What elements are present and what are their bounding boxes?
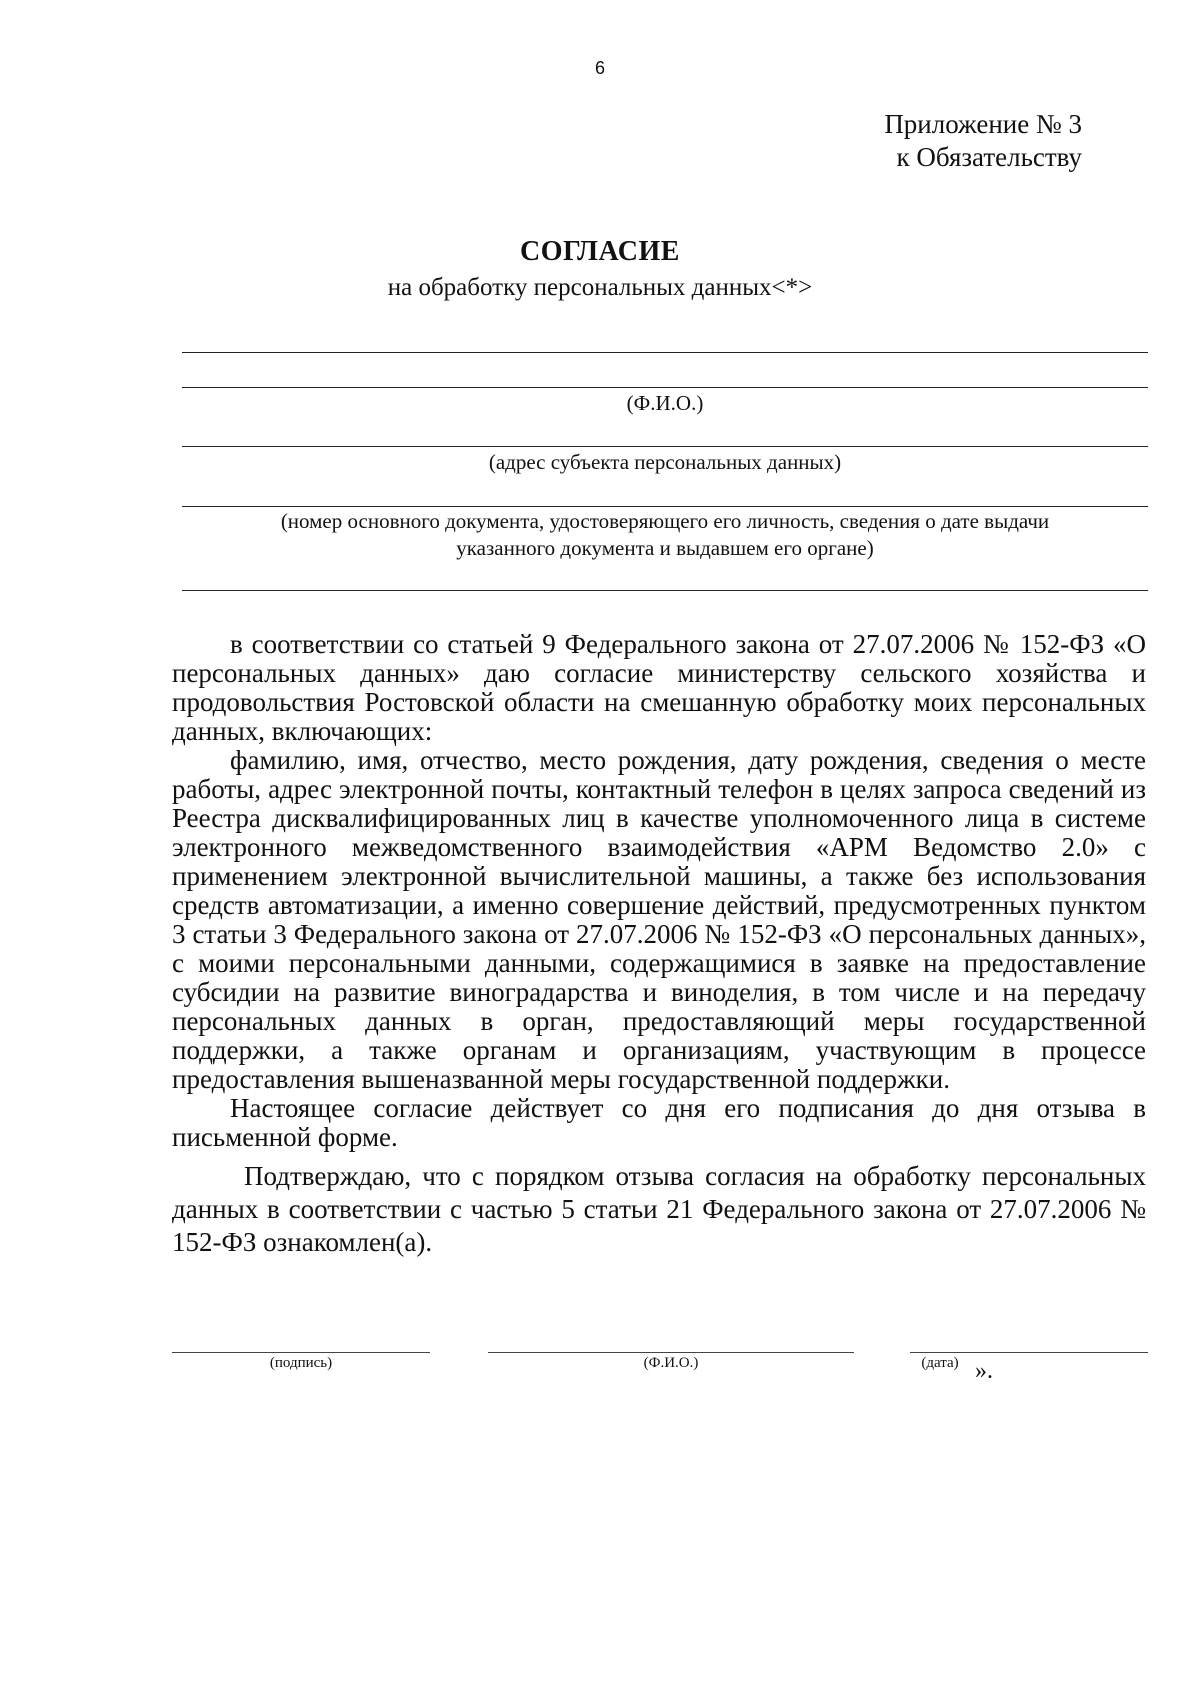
page-number: 6 bbox=[594, 58, 605, 78]
document-caption-line2: указанного документа и выдавшем его органе) bbox=[456, 536, 874, 560]
document-subtitle: на обработку персональных данных<*> bbox=[387, 274, 813, 301]
blank-line-final bbox=[182, 590, 1148, 591]
fio-caption: (Ф.И.О.) bbox=[626, 391, 704, 415]
address-line bbox=[182, 446, 1148, 447]
blank-line-1 bbox=[182, 352, 1148, 353]
consent-paragraph-confirmation: Подтверждаю, что с порядком отзыва согласия на обработку персональных данных в соответствии с частью 5 статьи 21 Федерального закона от 27.07.2006 № 152-ФЗ ознакомлен(а). bbox=[172, 1161, 1146, 1257]
consent-paragraph-data-list: фамилию, имя, отчество, место рождения, дату рождения, сведения о месте работы, адрес электронной почты, контактный телефон в целях запроса сведений из Реестра дисквалифицированных лиц в качестве уполномоченного лица в системе электронного межведомственного взаимодействия «АРМ Ведомство 2.0» с применением электронной вычислительной машины, а также без использования средств автоматизации, а именно совершение действий, предусмотренных пунктом 3 статьи 3 Федерального закона от 27.07.2006 № 152-ФЗ «О персональных данных», с моими персональными данными, содержащимися в заявке на предоставление субсидии на развитие виноградарства и виноделия, в том числе и на передачу персональных данных в орган, предоставляющий меры государственной поддержки, а также органам и организациям, участвующим в процессе предоставления вышеназванной меры государственной поддержки. bbox=[172, 745, 1146, 1094]
appendix-target: к Обязательству bbox=[896, 142, 1082, 172]
date-line bbox=[910, 1352, 1148, 1353]
appendix-reference bbox=[682, 108, 1082, 174]
document-caption-line1: (номер основного документа, удостоверяющего его личность, сведения о дате выдачи bbox=[280, 509, 1050, 533]
consent-paragraph-validity: Настоящее согласие действует со дня его подписания до дня отзыва в письменной форме. bbox=[172, 1093, 1146, 1152]
signature-line bbox=[172, 1352, 430, 1353]
consent-body bbox=[172, 630, 1146, 1259]
document-line bbox=[182, 506, 1148, 507]
fio-line bbox=[182, 387, 1148, 388]
date-caption: (дата) bbox=[921, 1355, 959, 1371]
signature-fio-line bbox=[488, 1352, 854, 1353]
closing-quote-mark: ». bbox=[975, 1358, 993, 1384]
signature-fio-caption: (Ф.И.О.) bbox=[643, 1355, 699, 1371]
document-title: СОГЛАСИЕ bbox=[520, 236, 680, 267]
signature-caption: (подпись) bbox=[269, 1355, 333, 1371]
address-caption: (адрес субъекта персональных данных) bbox=[488, 450, 842, 474]
appendix-number: Приложение № 3 bbox=[884, 109, 1082, 139]
consent-paragraph-law: в соответствии со статьей 9 Федерального закона от 27.07.2006 № 152-ФЗ «О персональных данных» даю согласие министерству сельского хозяйства и продовольствия Ростовской области на смешанную обработку моих персональных данных, включающих: bbox=[172, 629, 1146, 746]
